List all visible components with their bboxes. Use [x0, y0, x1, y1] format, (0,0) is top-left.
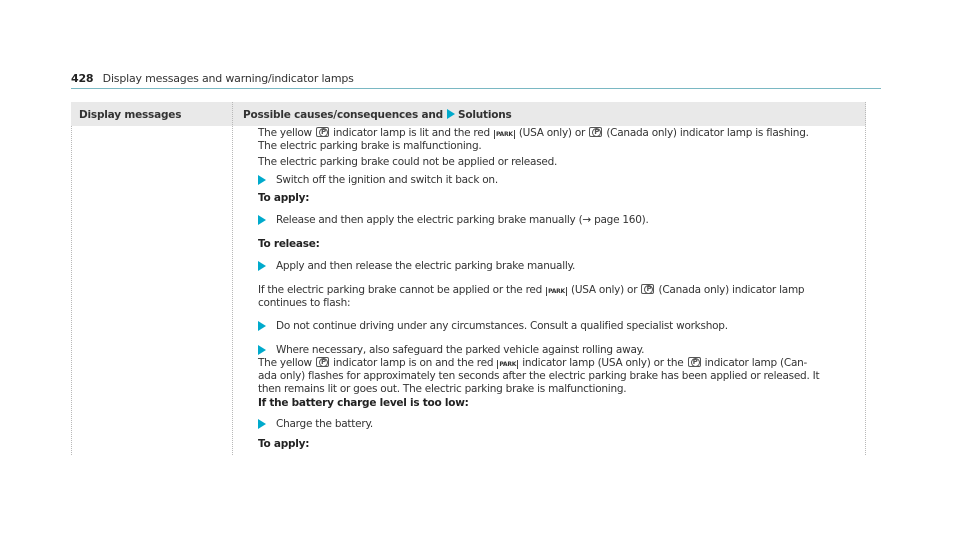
column-header-solutions-label: Solutions: [457, 109, 512, 121]
text-run: indicator lamp is lit and the red: [333, 127, 490, 139]
battery-heading: If the battery charge level is too low:: [258, 397, 469, 409]
column-header-display-messages: Display messages: [79, 109, 182, 121]
paragraph-line: [258, 284, 804, 296]
paragraph-line: ada only) flashes for approximately ten seconds after the electric parking brake has been applied or released. It: [258, 370, 820, 382]
paragraph-line: [258, 357, 807, 369]
arrow-bullet-icon: [258, 345, 266, 355]
parking-brake-icon: [641, 284, 654, 294]
park-indicator-icon: PARK: [495, 131, 513, 138]
step-text: Release and then apply the electric parking brake manually (→ page 160).: [276, 214, 649, 226]
parking-brake-icon: [316, 127, 329, 137]
step-text: Where necessary, also safeguard the parked vehicle against rolling away.: [276, 344, 645, 356]
park-indicator-icon: PARK: [499, 361, 517, 368]
header-rule: [71, 88, 881, 89]
text-run: indicator lamp is on and the red: [333, 357, 494, 369]
text-run: If the electric parking brake cannot be applied or the red: [258, 284, 543, 296]
arrow-bullet-icon: [258, 175, 266, 185]
table-right-border: [865, 102, 866, 455]
arrow-bullet-icon: [258, 321, 266, 331]
paragraph-line: continues to flash:: [258, 297, 351, 309]
text-run: indicator lamp (USA only) or the: [522, 357, 684, 369]
step-text: Switch off the ignition and switch it back on.: [276, 174, 498, 186]
step-text: Do not continue driving under any circumstances. Consult a qualified specialist workshop.: [276, 320, 728, 332]
header-title: Display messages and warning/indicator lamps: [102, 72, 354, 85]
page-header: [71, 72, 354, 85]
paragraph-line: The electric parking brake could not be applied or released.: [258, 156, 558, 168]
arrow-bullet-icon: [258, 419, 266, 429]
column-header-causes: [243, 109, 512, 121]
text-run: The yellow: [258, 357, 312, 369]
parking-brake-icon: [316, 357, 329, 367]
arrow-bullet-icon: [447, 109, 455, 119]
step-text: Charge the battery.: [276, 418, 373, 430]
text-run: (Canada only) indicator lamp: [658, 284, 805, 296]
text-run: (Canada only) indicator lamp is flashing.: [606, 127, 809, 139]
to-apply-heading: To apply:: [258, 192, 310, 204]
step-text: Apply and then release the electric parking brake manually.: [276, 260, 576, 272]
parking-brake-icon: [589, 127, 602, 137]
column-header-causes-label: Possible causes/consequences and: [243, 109, 443, 121]
arrow-bullet-icon: [258, 261, 266, 271]
text-run: (USA only) or: [518, 127, 586, 139]
paragraph-line: [258, 127, 809, 139]
table-left-border: [71, 126, 72, 455]
text-run: indicator lamp (Can-: [704, 357, 808, 369]
text-run: (USA only) or: [571, 284, 638, 296]
parking-brake-icon: [688, 357, 701, 367]
arrow-bullet-icon: [258, 215, 266, 225]
page-number: 428: [71, 72, 94, 85]
paragraph-line: The electric parking brake is malfunctioning.: [258, 140, 482, 152]
park-indicator-icon: PARK: [548, 288, 565, 295]
to-release-heading: To release:: [258, 238, 320, 250]
column-separator: [232, 102, 233, 455]
paragraph-line: then remains lit or goes out. The electric parking brake is malfunctioning.: [258, 383, 627, 395]
to-apply-heading: To apply:: [258, 438, 310, 450]
text-run: The yellow: [258, 127, 312, 139]
